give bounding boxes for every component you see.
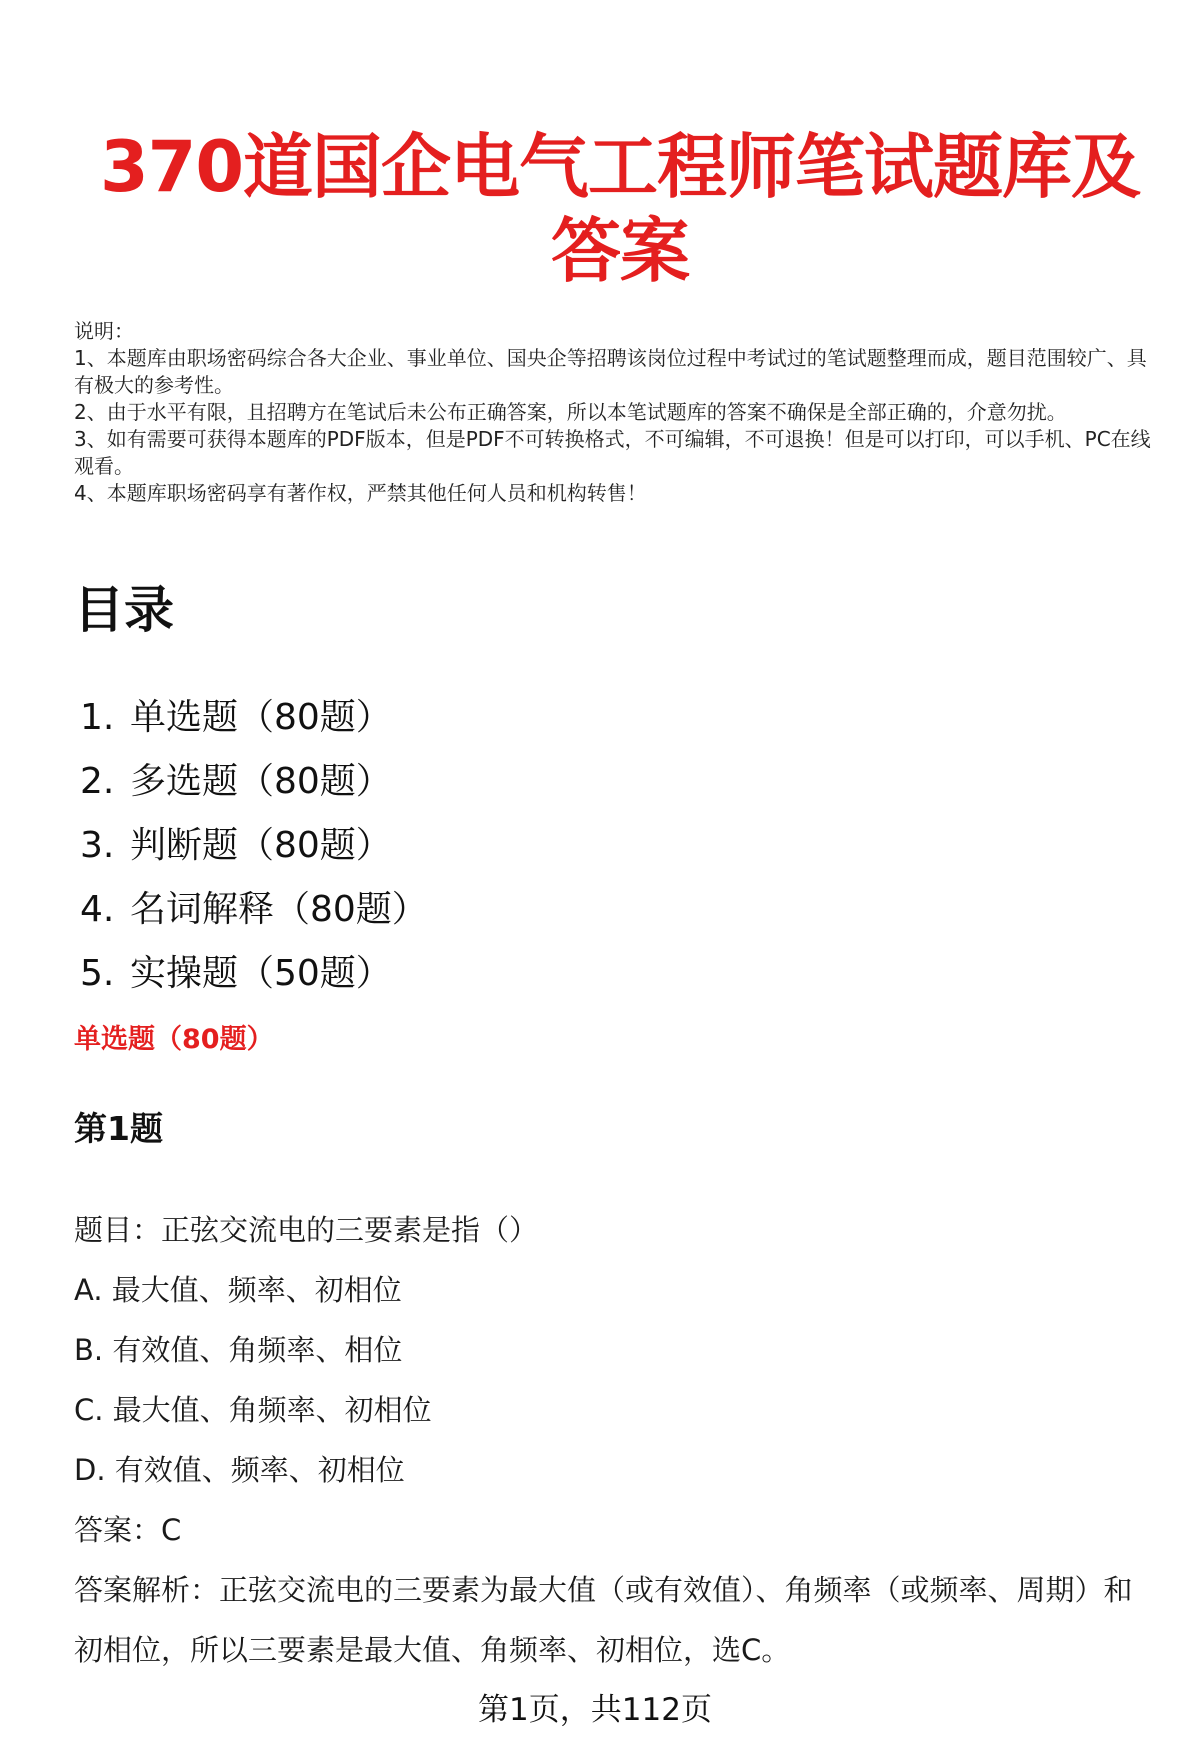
question-number: 第1题 bbox=[74, 1109, 163, 1148]
toc-item-number: 2. bbox=[80, 761, 115, 802]
toc-item-number: 4. bbox=[80, 889, 115, 930]
section-heading: 单选题（80题） bbox=[74, 1024, 274, 1055]
notes-item: 2、由于水平有限，且招聘方在笔试后未公布正确答案，所以本笔试题库的答案不确保是全部正确的，介意勿扰。 bbox=[74, 400, 1067, 424]
question-analysis: 答案解析：正弦交流电的三要素为最大值（或有效值）、角频率（或频率、周期）和初相位，所以三要素是最大值、角频率、初相位，选C。 bbox=[74, 1573, 1133, 1667]
toc-item-label: 判断题（80题） bbox=[130, 825, 392, 866]
toc-item-number: 5. bbox=[80, 953, 115, 994]
toc-item-label: 多选题（80题） bbox=[130, 761, 392, 802]
question-option: D. 有效值、频率、初相位 bbox=[74, 1453, 405, 1487]
question-answer: 答案：C bbox=[74, 1513, 182, 1547]
question-option: C. 最大值、角频率、初相位 bbox=[74, 1393, 432, 1427]
notes-item: 1、本题库由职场密码综合各大企业、事业单位、国央企等招聘该岗位过程中考试过的笔试题整理而成，题目范围较广、具有极大的参考性。 bbox=[74, 346, 1147, 397]
page-footer: 第1页，共112页 bbox=[478, 1692, 712, 1728]
notes-item: 3、如有需要可获得本题库的PDF版本，但是PDF不可转换格式，不可编辑，不可退换！但是可以打印，可以手机、PC在线观看。 bbox=[74, 427, 1151, 478]
toc-list bbox=[80, 686, 428, 1006]
toc-item-label: 实操题（50题） bbox=[130, 953, 392, 994]
toc-heading: 目录 bbox=[74, 581, 174, 639]
toc-item-number: 3. bbox=[80, 825, 115, 866]
document-title: 370道国企电气工程师笔试题库及答案 bbox=[99, 126, 1141, 292]
toc-item-single-choice[interactable] bbox=[80, 686, 428, 750]
question-option: B. 有效值、角频率、相位 bbox=[74, 1333, 403, 1367]
toc-item-number: 1. bbox=[80, 697, 115, 738]
toc-item-multiple-choice[interactable] bbox=[80, 750, 428, 814]
toc-item-practical[interactable] bbox=[80, 942, 428, 1006]
toc-item-term-explanation[interactable] bbox=[80, 878, 428, 942]
toc-item-true-false[interactable] bbox=[80, 814, 428, 878]
toc-item-label: 单选题（80题） bbox=[130, 697, 392, 738]
question-block bbox=[74, 1200, 1144, 1680]
question-option: A. 最大值、频率、初相位 bbox=[74, 1273, 402, 1307]
notes-block bbox=[74, 318, 1154, 507]
notes-item: 4、本题库职场密码享有著作权，严禁其他任何人员和机构转售！ bbox=[74, 481, 647, 505]
notes-heading: 说明： bbox=[74, 319, 134, 343]
question-stem: 题目：正弦交流电的三要素是指（） bbox=[74, 1213, 539, 1247]
toc-item-label: 名词解释（80题） bbox=[130, 889, 428, 930]
